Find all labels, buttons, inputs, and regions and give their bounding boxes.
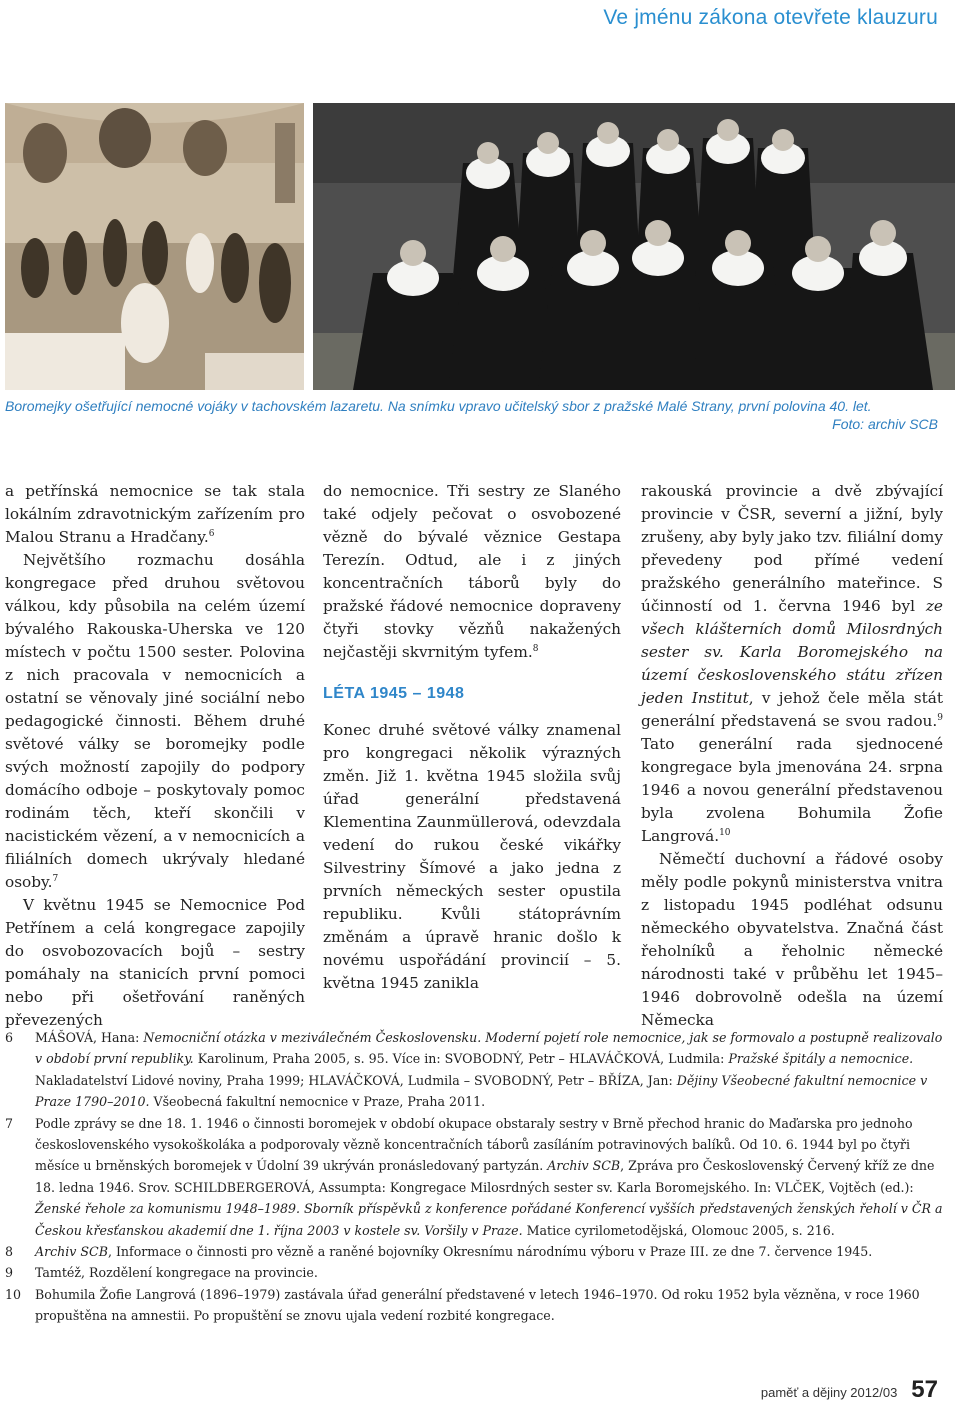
- paragraph: do nemocnice. Tři sestry ze Slaného také odjely pečovat o osvobozené vězně do bývalé věznice Gestapa Terezín. Odtud, ale i z jiných koncentračních táborů byly do pražské řádové nemocnice dopraveny čtyři stovky vězňů nakažených nejčastěji skvrnitým tyfem.$^8$: [323, 482, 621, 661]
- footnote-number: 10: [5, 1286, 22, 1302]
- footnote-text: Archiv SCB, Informace o činnosti pro vězně a raněné bojovníky Okresnímu národnímu výboru v Praze III. ze dne 7. července 1945.: [35, 1244, 873, 1260]
- paragraph: Největšího rozmachu dosáhla kongregace před druhou světovou válkou, kdy působila na celém území bývalého Rakouska-Uherska ve 120 místech v počtu 1500 sester. Polovina z nich pracovala v nemocnicích a ostatní se věnovaly jiné sociální nebo pedagogické činnosti. Během druhé světové války se boromejky podle svých možností zapojily do podpory domácího odboje – poskytovaly pomoc rodinám těch, kteří skončili v nacistickém vězení, a v nemocnicích a filiálních domech ukrývaly hledané osoby.$^7$: [5, 551, 305, 891]
- running-header-title: Ve jménu zákona otevřete klauzuru: [603, 6, 938, 29]
- footnote-7: [5, 1113, 945, 1241]
- footnote-ref[interactable]: 7: [52, 874, 59, 884]
- photo-caption: Boromejky ošetřující nemocné vojáky v tachovském lazaretu. Na snímku vpravo učitelský sbor z pražské Malé Strany, první polovina 40. let.: [5, 398, 872, 414]
- sisters-group-illustration: [313, 103, 955, 390]
- paragraph: Konec druhé světové války znamenal pro kongregaci několik výrazných změn. Již 1. května 1945 složila svůj úřad generální představená Klementina Zaunmüllerová, odevzdala vedení do rukou české vikářky Silvestriny Šímové a jako jedna z prvních německých sester opustila republiku. Kvůli státoprávním změnám a úpravě hranic došlo k novému uspořádání provincií – 5. května 1945 zanikla: [323, 721, 621, 992]
- paragraph: a petřínská nemocnice se tak stala lokálním zdravotnickým zařízením pro Malou Stranu a Hradčany.$^6$: [5, 482, 305, 546]
- footnote-9: [5, 1262, 945, 1283]
- footnote-number: 7: [5, 1115, 14, 1131]
- footnote-6: [5, 1027, 945, 1113]
- footnote-ref[interactable]: 9: [937, 713, 943, 723]
- photo-credit: Foto: archiv SCB: [832, 416, 938, 432]
- journal-name: paměť a dějiny 2012/03: [760, 1385, 898, 1400]
- footnote-ref[interactable]: 8: [532, 644, 539, 654]
- footnote-10: [5, 1284, 945, 1327]
- page-footer: [761, 1376, 938, 1404]
- text-column-2: [323, 480, 621, 995]
- footnote-number: 8: [5, 1244, 14, 1260]
- footnote-text: Bohumila Žofie Langrová (1896–1979) zastávala úřad generální představené v letech 1946–1970. Od roku 1952 byla vězněna, v roce 1960 propuštěna na amnestii. Po propuštění se znovu ujala vedení rozbité kongregace.: [35, 1286, 920, 1324]
- footnote-ref[interactable]: 10: [719, 828, 731, 838]
- paragraph: Němečtí duchovní a řádové osoby měly podle pokynů ministerstva vnitra z listopadu 1945 podléhat odsunu německého obyvatelstva. Značná část řeholníků a řeholnic německé národnosti také v průběhu let 1945–1946 dobrovolně odešla na území Německa: [641, 850, 943, 1029]
- footnote-8: [5, 1241, 945, 1262]
- footnote-text: MÁŠOVÁ, Hana: Nemocniční otázka v meziválečném Československu. Moderní pojetí role nemocnice, jak se formovalo a postupně realizovalo v období první republiky. Karolinum, Praha 2005, s. 95. Více in: SVOBODNÝ, Petr – HLAVÁČKOVÁ, Ludmila: Pražské špitály a nemocnice. Nakladatelství Lidové noviny, Praha 1999; HLAVÁČKOVÁ, Ludmila – SVOBODNÝ, Petr – BŘÍZA, Jan: Dějiny Všeobecné fakultní nemocnice v Praze 1790–2010. Všeobecná fakultní nemocnice v Praze, Praha 2011.: [35, 1030, 943, 1110]
- sisters-group-photo: [313, 103, 955, 390]
- text-column-3: [641, 480, 943, 1032]
- footnote-number: 6: [5, 1030, 14, 1045]
- footnotes: [5, 1027, 945, 1327]
- paragraph: V květnu 1945 se Nemocnice Pod Petřínem a celá kongregace zapojily do osvobozovacích bojů – sestry pomáhaly na stanicích první pomoci nebo při ošetřování raněných převezených: [5, 896, 305, 1029]
- text-column-1: [5, 480, 305, 1032]
- footnote-text: Tamtéž, Rozdělení kongregace na provincie.: [35, 1265, 318, 1281]
- footnote-ref[interactable]: 6: [208, 529, 215, 539]
- paragraph: rakouská provincie a dvě zbývající provincie v ČSR, severní a jižní, byly zrušeny, aby byly jako tzv. filiální domy převedeny pod přímé vedení pražského generálního mateřince. S účinností od 1. června 1946 byl ze všech klášterních domů Milosrdných sester sv. Karla Boromejského na území československého státu zřízen jeden Institut, v jehož čele měla stát generální představená se svou radou.$^9$ Tato generální rada sjednocené kongregace byla jmenována 24. srpna 1946 a novou generální představenou byla zvolena Bohumila Žofie Langrová.$^{10}$: [641, 482, 943, 845]
- footnote-number: 9: [5, 1265, 14, 1281]
- hospital-ward-photo: [5, 103, 304, 390]
- section-heading: LÉTA 1945 – 1948: [323, 685, 465, 702]
- page-number: 57: [911, 1376, 938, 1403]
- hospital-ward-illustration: [5, 103, 304, 390]
- footnote-text: Podle zprávy se dne 18. 1. 1946 o činnosti boromejek v období okupace obstaraly sestry v Brně přechod hranic do Maďarska pro jednoho československého vysokoškoláka a podporovaly vězně koncentračních táborů zasíláním potravinových balíků. Od 10. 6. 1944 byl po čtyři měsíce u brněnských boromejek v Údolní 39 ukrýván pronásledovaný partyzán. Archiv SCB, Zpráva pro Československý Červený kříž ze dne 18. ledna 1946. Srov. SCHILDBERGEROVÁ, Assumpta: Kongregace Milosrdných sester sv. Karla Boromejského. In: VLČEK, Vojtěch (ed.): Ženské řehole za komunismu 1948–1989. Sborník příspěvků z konference pořádané Konferencí vyšších představených ženských řeholí v ČR a Českou křesťanskou akademií dne 1. října 2003 v kostele sv. Voršily v Praze. Matice cyrilometodějská, Olomouc 2005, s. 216.: [35, 1115, 943, 1238]
